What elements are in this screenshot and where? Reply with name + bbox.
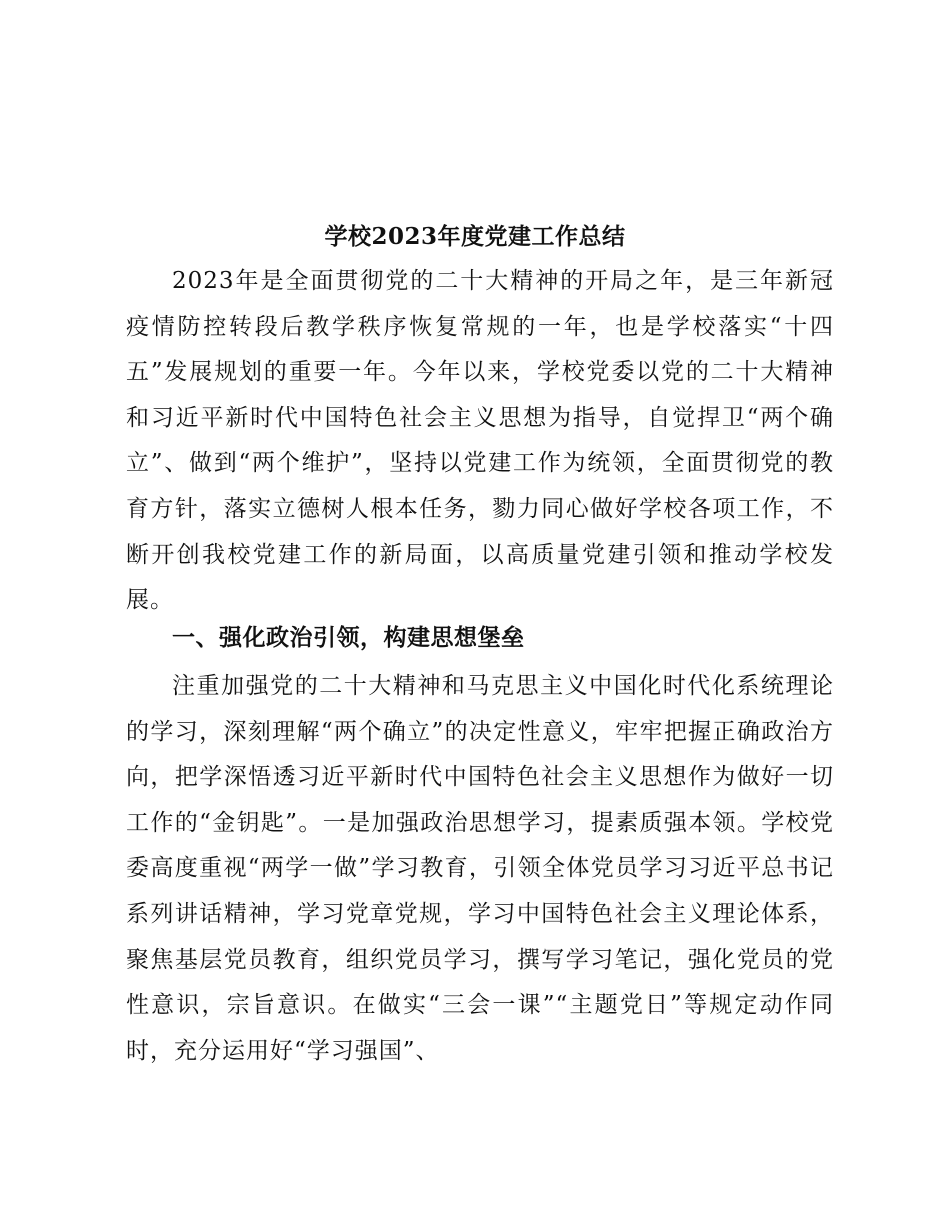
intro-section bbox=[126, 259, 834, 624]
section-heading: 一、强化政治引领，构建思想堡垒 bbox=[172, 625, 525, 651]
section-body bbox=[126, 664, 834, 1074]
document-title: 学校2023年度党建工作总结 bbox=[324, 223, 626, 250]
intro-paragraph: 2023年是全面贯彻党的二十大精神的开局之年，是三年新冠疫情防控转段后教学秩序恢复常规的一年，也是学校落实“十四五”发展规划的重要一年。今年以来，学校党委以党的二十大精神和习近平新时代中国特色社会主义思想为指导，自觉捍卫“两个确立”、做到“两个维护”，坚持以党建工作为统领，全面贯彻党的教育方针，落实立德树人根本任务，勠力同心做好学校各项工作，不断开创我校党建工作的新局面，以高质量党建引领和推动学校发展。 bbox=[126, 268, 834, 614]
section-paragraph: 注重加强党的二十大精神和马克思主义中国化时代化系统理论的学习，深刻理解“两个确立”的决定性意义，牢牢把握正确政治方向，把学深悟透习近平新时代中国特色社会主义思想作为做好一切工作的“金钥匙”。一是加强政治思想学习，提素质强本领。学校党委高度重视“两学一做”学习教育，引领全体党员学习习近平总书记系列讲话精神，学习党章党规，学习中国特色社会主义理论体系，聚焦基层党员教育，组织党员学习，撰写学习笔记，强化党员的党性意识，宗旨意识。在做实“三会一课”“主题党日”等规定动作同时，充分运用好“学习强国”、 bbox=[126, 673, 834, 1064]
